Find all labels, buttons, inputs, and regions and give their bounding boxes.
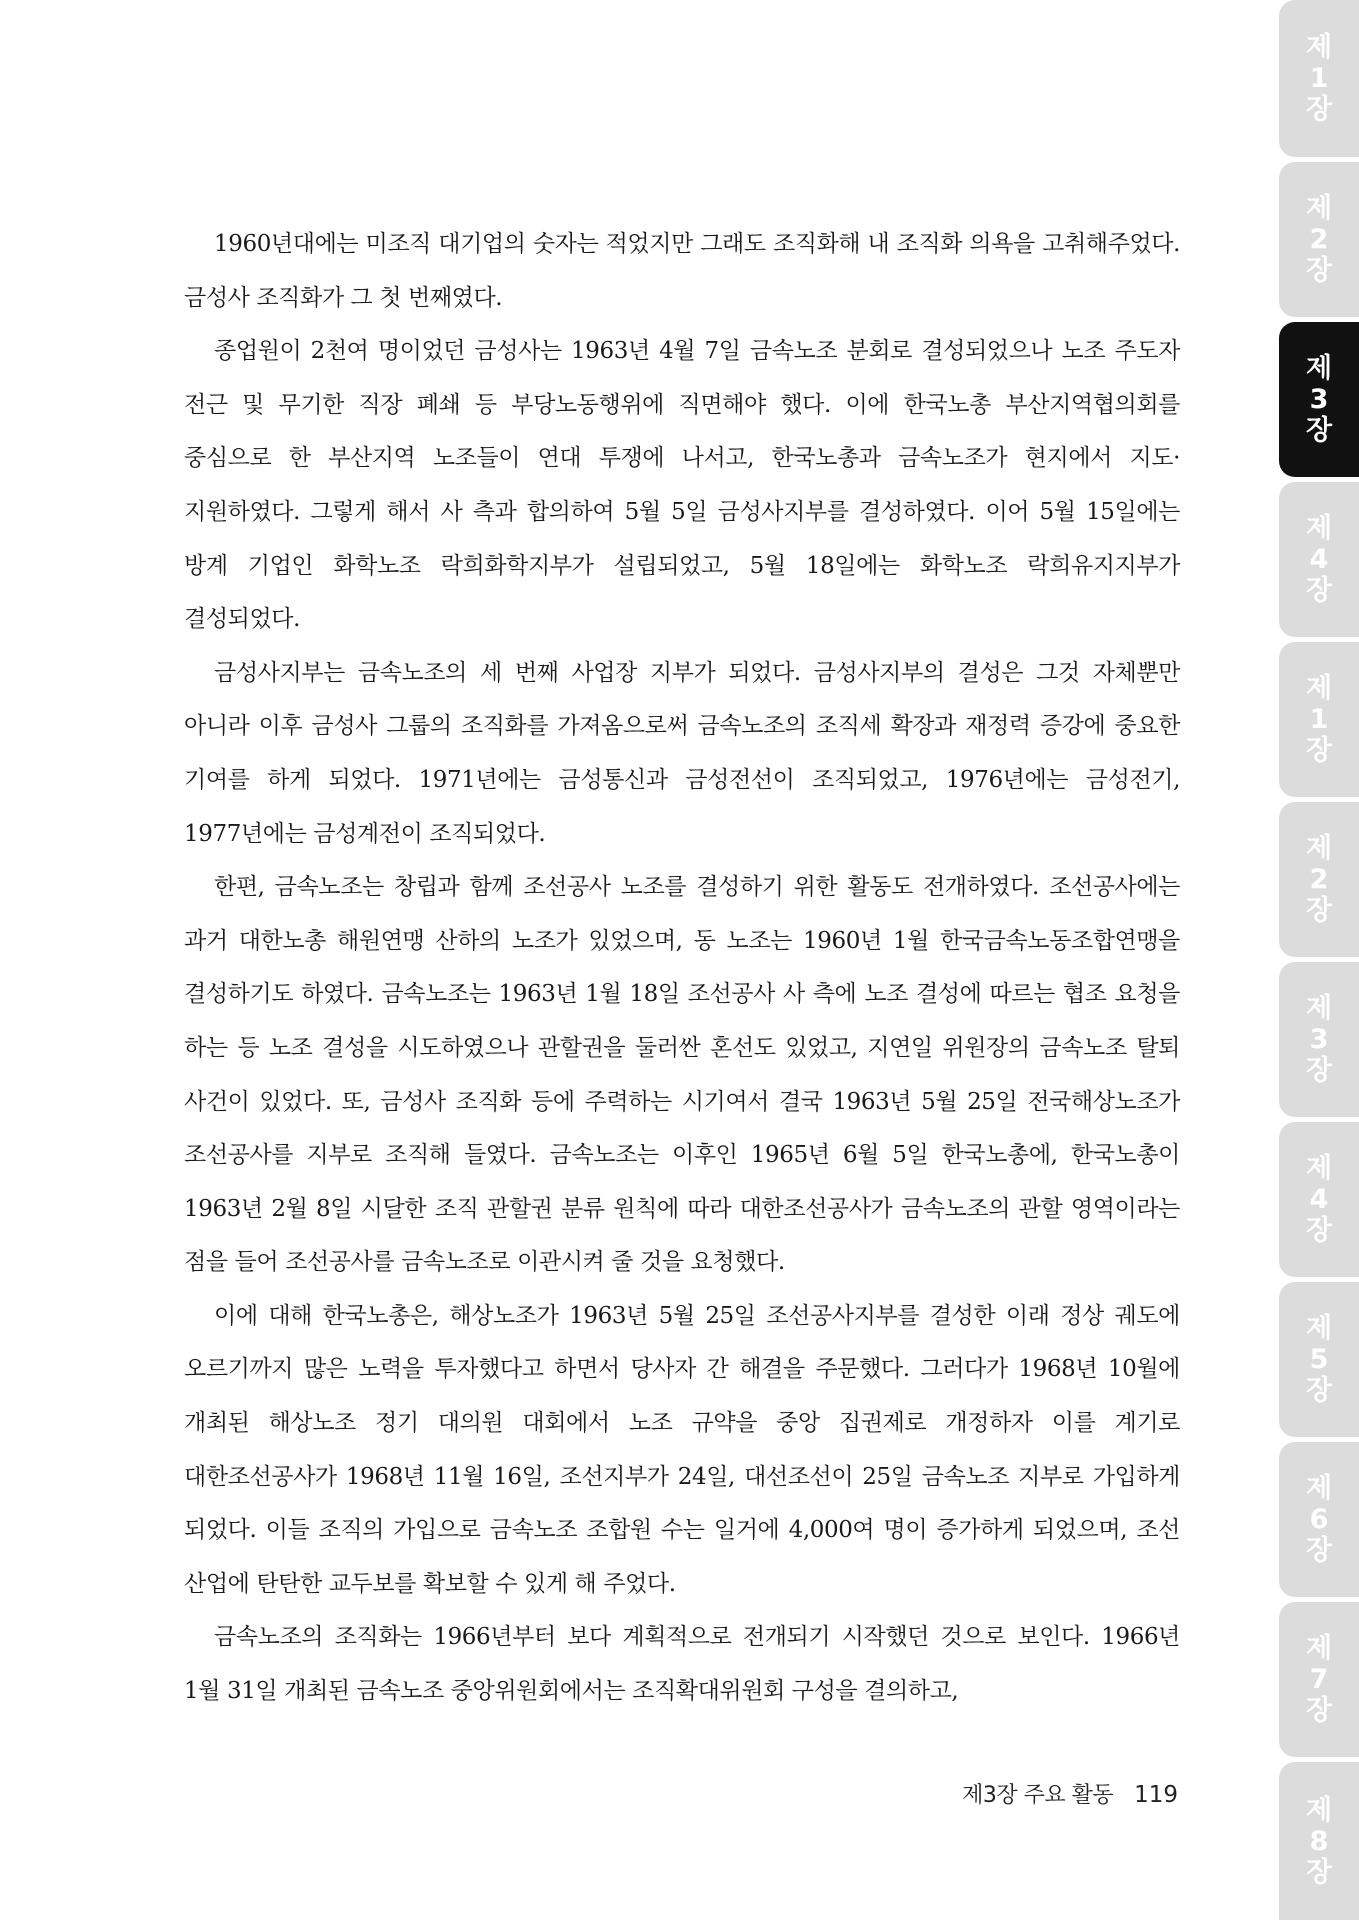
chapter-tab-prefix: 제 <box>1305 193 1333 224</box>
chapter-tab[interactable] <box>1279 162 1359 317</box>
chapter-tab-prefix: 제 <box>1305 32 1333 63</box>
chapter-tab-suffix: 장 <box>1305 1695 1333 1726</box>
chapter-tab-number: 7 <box>1309 1664 1329 1695</box>
body-text <box>184 218 1180 1719</box>
chapter-tab-suffix: 장 <box>1305 1375 1333 1406</box>
chapter-tab-prefix: 제 <box>1305 993 1333 1024</box>
paragraph: 금속노조의 조직화는 1966년부터 보다 계획적으로 전개되기 시작했던 것으로 보인다. 1966년 1월 31일 개최된 금속노조 중앙위원회에서는 조직확대위원회 구성을 결의하고, <box>184 1624 1180 1705</box>
paragraph: 한편, 금속노조는 창립과 함께 조선공사 노조를 결성하기 위한 활동도 전개하였다. 조선공사에는 과거 대한노총 해원연맹 산하의 노조가 있었으며, 동 노조는 1960년 1월 한국금속노동조합연맹을 결성하기도 하였다. 금속노조는 1963년 1월 18일 조선공사 사 측에 노조 결성에 따르는 협조 요청을 하는 등 노조 결성을 시도하였으나 관할권을 둘러싼 혼선도 있었고, 지연일 위원장의 금속노조 탈퇴 사건이 있었다. 또, 금성사 조직화 등에 주력하는 시기여서 결국 1963년 5월 25일 전국해상노조가 조선공사를 지부로 조직해 들였다. 금속노조는 이후인 1965년 6월 5일 한국노총에, 한국노총이 1963년 2월 8일 시달한 조직 관할권 분류 원칙에 따라 대한조선공사가 금속노조의 관할 영역이라는 점을 들어 조선공사를 금속노조로 이관시켜 줄 것을 요청했다. <box>184 874 1180 1276</box>
chapter-tab[interactable] <box>1279 1122 1359 1277</box>
page-footer <box>962 1778 1178 1809</box>
chapter-tab-number: 4 <box>1309 1184 1329 1215</box>
chapter-tab-prefix: 제 <box>1305 353 1333 384</box>
chapter-tab-number: 4 <box>1309 544 1329 575</box>
chapter-tab-suffix: 장 <box>1305 895 1333 926</box>
paragraph: 종업원이 2천여 명이었던 금성사는 1963년 4월 7일 금속노조 분회로 결성되었으나 노조 주도자 전근 및 무기한 직장 폐쇄 등 부당노동행위에 직면해야 했다. 이에 한국노총 부산지역협의회를 중심으로 한 부산지역 노조들이 연대 투쟁에 나서고, 한국노총과 금속노조가 현지에서 지도·지원하였다. 그렇게 해서 사 측과 합의하여 5월 5일 금성사지부를 결성하였다. 이어 5월 15일에는 방계 기업인 화학노조 락희화학지부가 설립되었고, 5월 18일에는 화학노조 락희유지지부가 결성되었다. <box>184 338 1180 633</box>
chapter-tab-prefix: 제 <box>1305 833 1333 864</box>
chapter-tab[interactable] <box>1279 642 1359 797</box>
chapter-tab[interactable] <box>1279 1762 1359 1920</box>
chapter-tab-prefix: 제 <box>1305 673 1333 704</box>
chapter-tab-suffix: 장 <box>1305 94 1333 125</box>
page-number: 119 <box>1134 1782 1178 1808</box>
chapter-tab-prefix: 제 <box>1305 513 1333 544</box>
chapter-tab-number: 3 <box>1309 384 1329 415</box>
chapter-tab[interactable] <box>1279 1442 1359 1597</box>
chapter-tab-number: 8 <box>1309 1825 1329 1857</box>
paragraph: 금성사지부는 금속노조의 세 번째 사업장 지부가 되었다. 금성사지부의 결성은 그것 자체뿐만 아니라 이후 금성사 그룹의 조직화를 가져옴으로써 금속노조의 조직세 확장과 재정력 증강에 중요한 기여를 하게 되었다. 1971년에는 금성통신과 금성전선이 조직되었고, 1976년에는 금성전기, 1977년에는 금성계전이 조직되었다. <box>184 659 1180 847</box>
chapter-tab-suffix: 장 <box>1305 415 1333 446</box>
chapter-tabs <box>1279 0 1359 1920</box>
paragraph: 이에 대해 한국노총은, 해상노조가 1963년 5월 25일 조선공사지부를 결성한 이래 정상 궤도에 오르기까지 많은 노력을 투자했다고 하면서 당사자 간 해결을 주문했다. 그러다가 1968년 10월에 개최된 해상노조 정기 대의원 대회에서 노조 규약을 중앙 집권제로 개정하자 이를 계기로 대한조선공사가 1968년 11월 16일, 조선지부가 24일, 대선조선이 25일 금속노조 지부로 가입하게 되었다. 이들 조직의 가입으로 금속노조 조합원 수는 일거에 4,000여 명이 증가하게 되었으며, 조선 산업에 탄탄한 교두보를 확보할 수 있게 해 주었다. <box>184 1302 1180 1597</box>
chapter-tab-number: 6 <box>1309 1504 1329 1535</box>
chapter-tab-suffix: 장 <box>1305 1535 1333 1566</box>
chapter-tab-number: 1 <box>1309 704 1329 735</box>
chapter-tab[interactable] <box>1279 0 1359 157</box>
chapter-tab[interactable] <box>1279 482 1359 637</box>
chapter-tab-suffix: 장 <box>1305 735 1333 766</box>
chapter-tab-prefix: 제 <box>1305 1153 1333 1184</box>
chapter-tab[interactable] <box>1279 802 1359 957</box>
chapter-tab-suffix: 장 <box>1305 1055 1333 1086</box>
chapter-tab-suffix: 장 <box>1305 255 1333 286</box>
chapter-tab-prefix: 제 <box>1305 1313 1333 1344</box>
chapter-tab-number: 3 <box>1309 1024 1329 1055</box>
chapter-tab[interactable] <box>1279 962 1359 1117</box>
chapter-tab-suffix: 장 <box>1305 1215 1333 1246</box>
chapter-tab-active[interactable] <box>1279 322 1359 477</box>
chapter-tab[interactable] <box>1279 1602 1359 1757</box>
chapter-tab-prefix: 제 <box>1305 1794 1333 1826</box>
chapter-tab-prefix: 제 <box>1305 1473 1333 1504</box>
chapter-tab-number: 5 <box>1309 1344 1329 1375</box>
chapter-tab-prefix: 제 <box>1305 1633 1333 1664</box>
footer-chapter-label: 제3장 주요 활동 <box>962 1783 1114 1808</box>
chapter-tab-suffix: 장 <box>1305 575 1333 606</box>
chapter-tab-suffix: 장 <box>1305 1856 1333 1888</box>
chapter-tab-number: 2 <box>1309 224 1329 255</box>
chapter-tab[interactable] <box>1279 1282 1359 1437</box>
paragraph: 1960년대에는 미조직 대기업의 숫자는 적었지만 그래도 조직화해 내 조직화 의욕을 고취해주었다. 금성사 조직화가 그 첫 번째였다. <box>184 231 1180 311</box>
chapter-tab-number: 2 <box>1309 864 1329 895</box>
chapter-tab-number: 1 <box>1309 63 1329 94</box>
